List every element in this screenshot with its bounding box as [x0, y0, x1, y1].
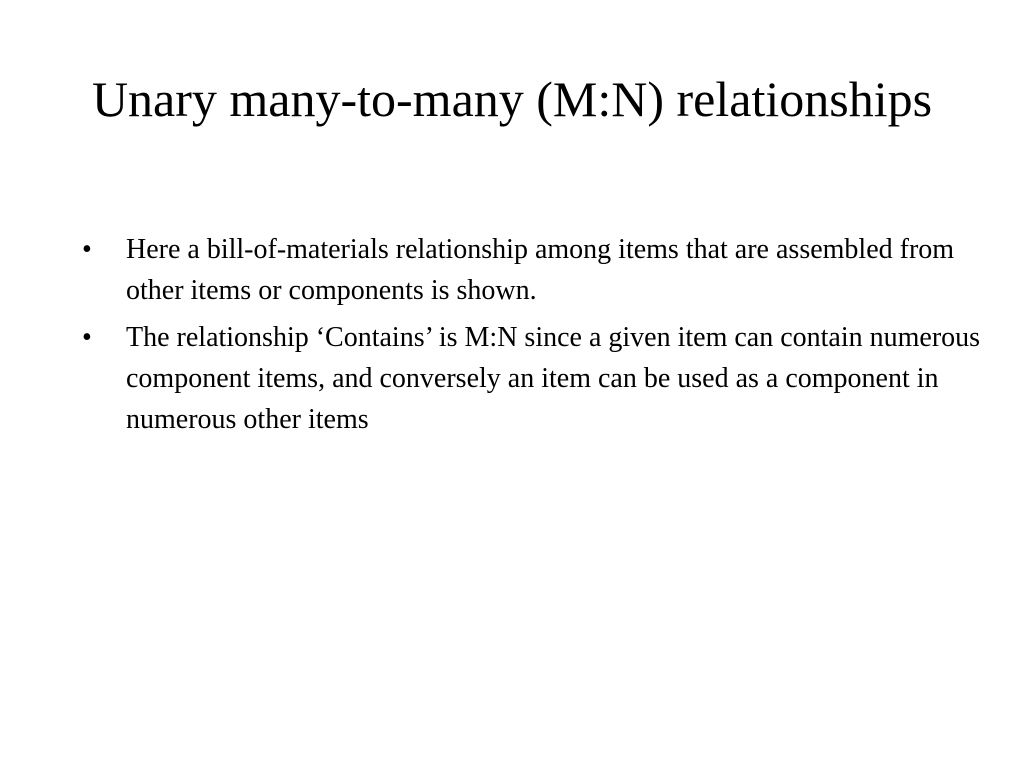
bullet-text: The relationship ‘Contains’ is M:N since a given item can contain numerous component items, and conversely an item can be used as a component in numerous other items	[126, 322, 981, 435]
bullet-icon: •	[82, 234, 92, 265]
bullet-icon: •	[82, 322, 92, 353]
bullet-item	[82, 317, 982, 440]
slide-title: Unary many-to-many (M:N) relationships	[91, 71, 933, 127]
bullet-list	[82, 229, 982, 446]
bullet-text: Here a bill-of-materials relationship among items that are assembled from other items or components is shown.	[126, 234, 955, 306]
bullet-item	[82, 229, 982, 311]
